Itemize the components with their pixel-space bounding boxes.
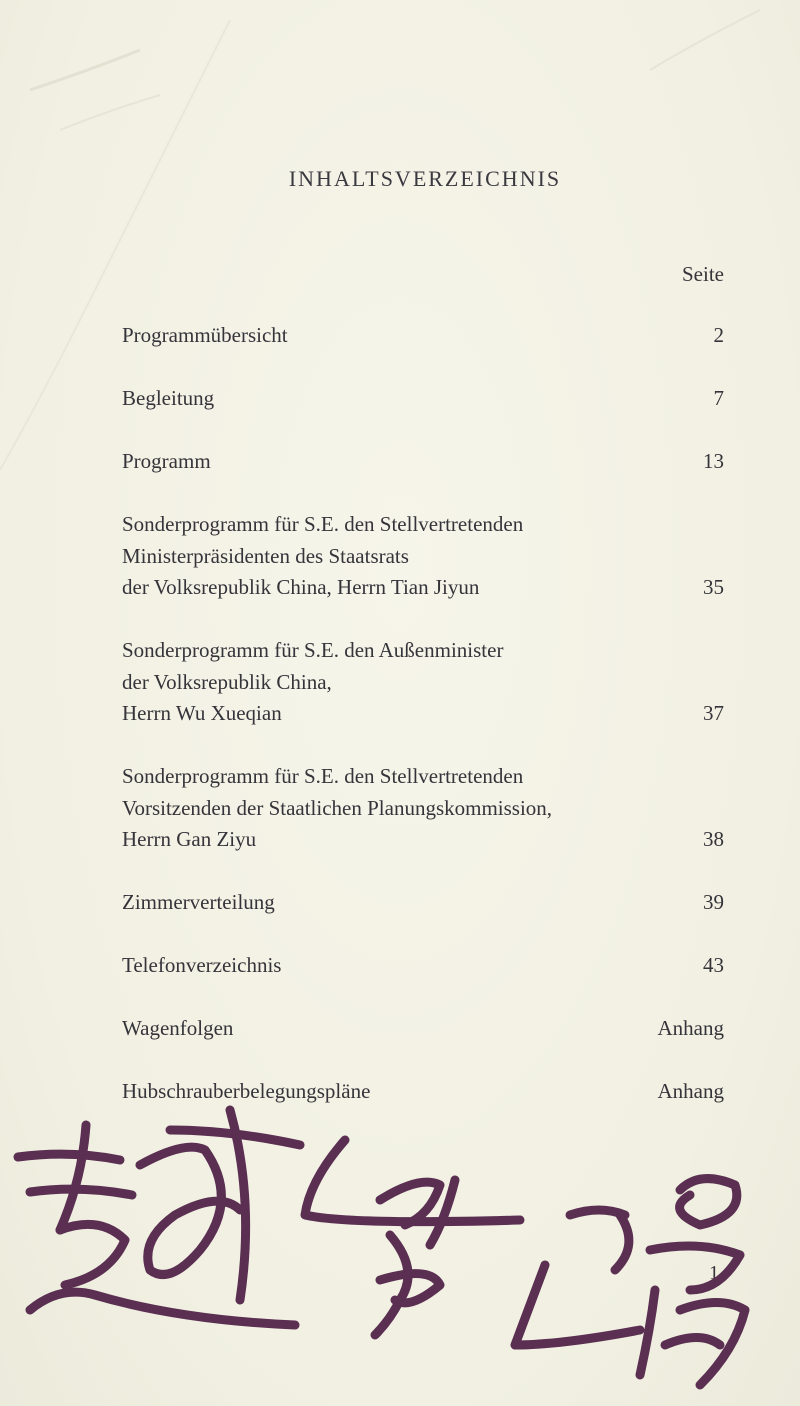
toc-entry-line: Begleitung [122, 386, 215, 410]
page-number: 1 [709, 1262, 719, 1284]
toc-entry [122, 950, 724, 982]
toc-entry-line: der Volksrepublik China, [122, 669, 332, 694]
toc-entry-line: Hubschrauberbelegungspläne [122, 1079, 371, 1103]
toc-entry [122, 446, 724, 478]
toc-entry-line: Programm [122, 449, 211, 473]
toc-entry-page: 43 [703, 953, 724, 977]
toc-entry [122, 509, 724, 604]
toc-entry [122, 383, 724, 415]
toc-entry-page: 37 [703, 701, 724, 725]
toc-entry-page: 2 [713, 323, 724, 347]
toc-entry-page: 38 [703, 827, 724, 851]
toc-entry-page: 13 [703, 449, 724, 473]
toc-entry-page: 35 [703, 575, 724, 599]
handwritten-signature [0, 1100, 800, 1406]
toc-entry [122, 635, 724, 730]
toc-entry [122, 320, 724, 352]
toc-entry-page: 39 [703, 890, 724, 914]
toc-entry-page: Anhang [657, 1079, 724, 1103]
toc-entry-line: Sonderprogramm für S.E. den Stellvertretenden [122, 764, 524, 788]
toc-entry [122, 761, 724, 856]
toc-entry-line: Sonderprogramm für S.E. den Außenminister [122, 638, 504, 662]
toc-entry [122, 1013, 724, 1045]
toc-entry-line: Wagenfolgen [122, 1016, 234, 1040]
toc-entry-line: Zimmerverteilung [122, 890, 275, 914]
toc-entry-page: Anhang [657, 1016, 724, 1040]
toc-entry-line: Programmübersicht [122, 323, 288, 347]
toc-entry-line: Herrn Wu Xueqian [122, 701, 282, 725]
toc-entry [122, 887, 724, 919]
page-column-header: Seite [682, 262, 724, 286]
toc-title: INHALTSVERZEICHNIS [288, 166, 562, 191]
toc-entry-line: Sonderprogramm für S.E. den Stellvertretenden [122, 512, 524, 536]
toc-entry-line: Vorsitzenden der Staatlichen Planungskommission, [122, 795, 553, 820]
toc-entry-line: Telefonverzeichnis [122, 953, 282, 977]
toc-entry-line: Ministerpräsidenten des Staatsrats [122, 543, 409, 568]
toc-entry-page: 7 [713, 386, 724, 410]
toc-entry-line: der Volksrepublik China, Herrn Tian Jiyun [122, 575, 480, 599]
toc-entry-line: Herrn Gan Ziyu [122, 827, 257, 851]
